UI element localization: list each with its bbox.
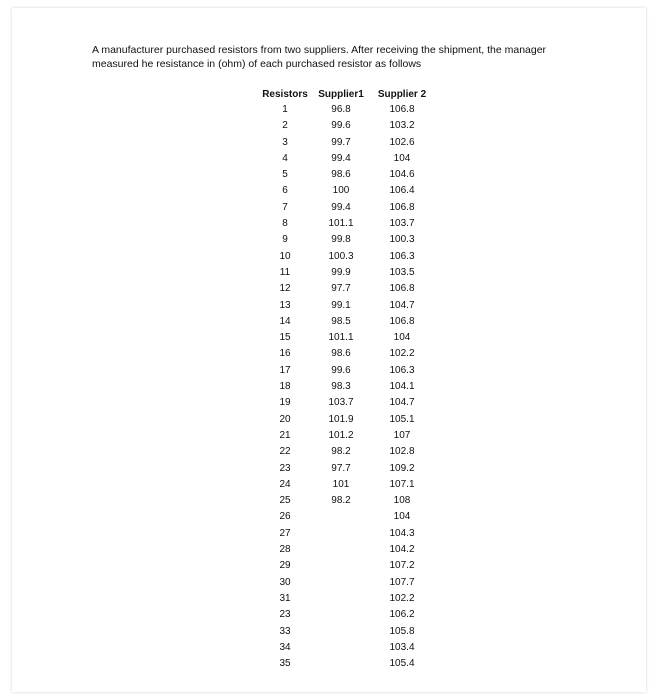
table-row — [255, 216, 437, 232]
table-row — [255, 200, 437, 216]
cell-supplier1-value — [315, 656, 367, 672]
cell-supplier1-value: 98.6 — [331, 169, 351, 181]
cell-supplier2-value: 105.8 — [389, 625, 415, 637]
cell-supplier1-value — [315, 575, 367, 591]
cell-supplier1-value: 99.7 — [331, 136, 351, 148]
cell-supplier1-value: 101.9 — [328, 413, 354, 425]
cell-supplier2-value: 103.4 — [389, 641, 415, 653]
cell-supplier2-value: 108 — [393, 495, 411, 507]
cell-supplier2-value: 100.3 — [389, 234, 415, 246]
document-page — [12, 8, 646, 692]
table-row — [255, 509, 437, 525]
cell-resistor-number: 25 — [279, 495, 291, 507]
cell-supplier1-value: 98.2 — [331, 446, 351, 458]
cell-resistor-number: 13 — [279, 299, 291, 311]
cell-supplier2-value: 106.2 — [389, 609, 415, 621]
cell-supplier2-value: 102.2 — [389, 348, 415, 360]
cell-supplier1-value: 101.1 — [328, 332, 354, 344]
cell-supplier2-value: 103.7 — [389, 218, 415, 230]
cell-supplier2-value: 107.1 — [389, 478, 415, 490]
cell-supplier2-value: 106.3 — [389, 250, 415, 262]
cell-supplier1-value: 100 — [332, 185, 350, 197]
table-row — [255, 558, 437, 574]
table-row — [255, 265, 437, 281]
cell-resistor-number: 30 — [279, 576, 291, 588]
table-row — [255, 412, 437, 428]
table-row — [255, 183, 437, 199]
cell-resistor-number: 29 — [279, 560, 291, 572]
cell-supplier2-value: 104.6 — [389, 169, 415, 181]
table-row — [255, 118, 437, 134]
cell-supplier1-value — [315, 624, 367, 640]
cell-supplier2-value: 107 — [393, 429, 411, 441]
header-resistors: Resistors — [262, 89, 308, 100]
table-row — [255, 526, 437, 542]
cell-supplier2-value: 102.8 — [389, 446, 415, 458]
cell-supplier1-value: 98.5 — [331, 315, 351, 327]
cell-resistor-number: 2 — [282, 120, 288, 132]
cell-resistor-number: 6 — [282, 185, 288, 197]
cell-resistor-number: 28 — [279, 544, 291, 556]
cell-resistor-number: 4 — [282, 152, 288, 164]
table-row — [255, 167, 437, 183]
cell-supplier2-value: 106.8 — [389, 283, 415, 295]
cell-supplier1-value — [315, 607, 367, 623]
cell-resistor-number: 16 — [279, 348, 291, 360]
cell-supplier1-value: 98.2 — [331, 495, 351, 507]
cell-supplier2-value: 106.8 — [389, 315, 415, 327]
cell-resistor-number: 23 — [279, 462, 291, 474]
cell-supplier1-value: 103.7 — [328, 397, 354, 409]
cell-resistor-number: 27 — [279, 527, 291, 539]
cell-supplier1-value: 99.1 — [331, 299, 351, 311]
intro-paragraph — [92, 43, 592, 71]
cell-supplier1-value: 96.8 — [331, 104, 351, 115]
cell-supplier2-value: 106.8 — [389, 201, 415, 213]
table-header-row — [255, 88, 437, 102]
cell-resistor-number: 8 — [282, 218, 288, 230]
table-row — [255, 575, 437, 591]
cell-supplier1-value: 99.4 — [331, 201, 351, 213]
cell-resistor-number: 10 — [279, 250, 291, 262]
cell-supplier2-value: 104.2 — [389, 544, 415, 556]
table-row — [255, 461, 437, 477]
table-row — [255, 493, 437, 509]
cell-supplier2-value: 104 — [393, 152, 411, 164]
table-row — [255, 314, 437, 330]
cell-resistor-number: 17 — [279, 364, 291, 376]
table-row — [255, 346, 437, 362]
table-row — [255, 379, 437, 395]
table-row — [255, 330, 437, 346]
cell-supplier2-value: 105.4 — [389, 658, 415, 670]
cell-supplier2-value: 109.2 — [389, 462, 415, 474]
cell-resistor-number: 7 — [282, 201, 288, 213]
intro-line-1: A manufacturer purchased resistors from two suppliers. After receiving the shipment, the manager — [92, 44, 547, 56]
cell-supplier1-value: 99.6 — [331, 120, 351, 132]
cell-resistor-number: 9 — [282, 234, 288, 246]
cell-resistor-number: 5 — [282, 169, 288, 181]
cell-supplier2-value: 104 — [393, 332, 411, 344]
table-row — [255, 640, 437, 656]
table-body — [255, 102, 437, 672]
table-row — [255, 102, 437, 118]
cell-supplier2-value: 104.7 — [389, 299, 415, 311]
cell-supplier2-value: 103.2 — [389, 120, 415, 132]
cell-resistor-number: 22 — [279, 446, 291, 458]
cell-resistor-number: 35 — [279, 658, 291, 670]
table-row — [255, 428, 437, 444]
cell-supplier1-value — [315, 509, 367, 525]
cell-resistor-number: 3 — [282, 136, 288, 148]
cell-supplier1-value — [315, 542, 367, 558]
cell-resistor-number: 18 — [279, 381, 291, 393]
cell-supplier1-value — [315, 591, 367, 607]
cell-supplier1-value: 100.3 — [328, 250, 354, 262]
table-row — [255, 656, 437, 672]
cell-resistor-number: 24 — [279, 478, 291, 490]
cell-supplier2-value: 104.3 — [389, 527, 415, 539]
cell-supplier1-value: 99.9 — [331, 266, 351, 278]
cell-resistor-number: 21 — [279, 429, 291, 441]
resistance-table — [255, 88, 437, 672]
intro-line-2: measured he resistance in (ohm) of each purchased resistor as follows — [92, 58, 422, 70]
cell-supplier2-value: 104.1 — [389, 381, 415, 393]
cell-resistor-number: 12 — [279, 283, 291, 295]
cell-supplier2-value: 106.8 — [389, 104, 415, 115]
table-row — [255, 363, 437, 379]
cell-resistor-number: 26 — [279, 511, 291, 523]
cell-supplier1-value: 101 — [332, 478, 350, 490]
header-supplier1: Supplier1 — [318, 89, 364, 100]
table-row — [255, 542, 437, 558]
cell-supplier1-value: 101.2 — [328, 429, 354, 441]
table-row — [255, 281, 437, 297]
cell-supplier2-value: 107.7 — [389, 576, 415, 588]
table-row — [255, 444, 437, 460]
cell-resistor-number: 1 — [282, 104, 288, 115]
table-row — [255, 624, 437, 640]
cell-supplier2-value: 102.2 — [389, 592, 415, 604]
cell-supplier1-value: 98.6 — [331, 348, 351, 360]
table-row — [255, 477, 437, 493]
cell-supplier2-value: 106.4 — [389, 185, 415, 197]
cell-supplier1-value: 98.3 — [331, 381, 351, 393]
table-row — [255, 249, 437, 265]
cell-supplier2-value: 104.7 — [389, 397, 415, 409]
cell-supplier2-value: 106.3 — [389, 364, 415, 376]
table-row — [255, 232, 437, 248]
cell-resistor-number: 19 — [279, 397, 291, 409]
cell-resistor-number: 14 — [279, 315, 291, 327]
cell-resistor-number: 23 — [279, 609, 291, 621]
cell-resistor-number: 15 — [279, 332, 291, 344]
cell-supplier1-value — [315, 640, 367, 656]
cell-supplier1-value: 101.1 — [328, 218, 354, 230]
table-row — [255, 135, 437, 151]
cell-resistor-number: 33 — [279, 625, 291, 637]
table-row — [255, 395, 437, 411]
cell-supplier1-value — [315, 526, 367, 542]
cell-supplier1-value — [315, 558, 367, 574]
cell-resistor-number: 31 — [279, 592, 291, 604]
cell-resistor-number: 20 — [279, 413, 291, 425]
table-row — [255, 298, 437, 314]
cell-supplier2-value: 103.5 — [389, 266, 415, 278]
cell-supplier1-value: 99.6 — [331, 364, 351, 376]
cell-supplier2-value: 105.1 — [389, 413, 415, 425]
table-row — [255, 151, 437, 167]
cell-supplier2-value: 104 — [393, 511, 411, 523]
cell-supplier1-value: 97.7 — [331, 283, 351, 295]
cell-supplier2-value: 102.6 — [389, 136, 415, 148]
cell-supplier1-value: 99.8 — [331, 234, 351, 246]
table-row — [255, 591, 437, 607]
cell-supplier1-value: 99.4 — [331, 152, 351, 164]
table-row — [255, 607, 437, 623]
cell-supplier1-value: 97.7 — [331, 462, 351, 474]
cell-supplier2-value: 107.2 — [389, 560, 415, 572]
header-supplier2: Supplier 2 — [377, 89, 427, 100]
cell-resistor-number: 34 — [279, 641, 291, 653]
cell-resistor-number: 11 — [279, 266, 291, 278]
